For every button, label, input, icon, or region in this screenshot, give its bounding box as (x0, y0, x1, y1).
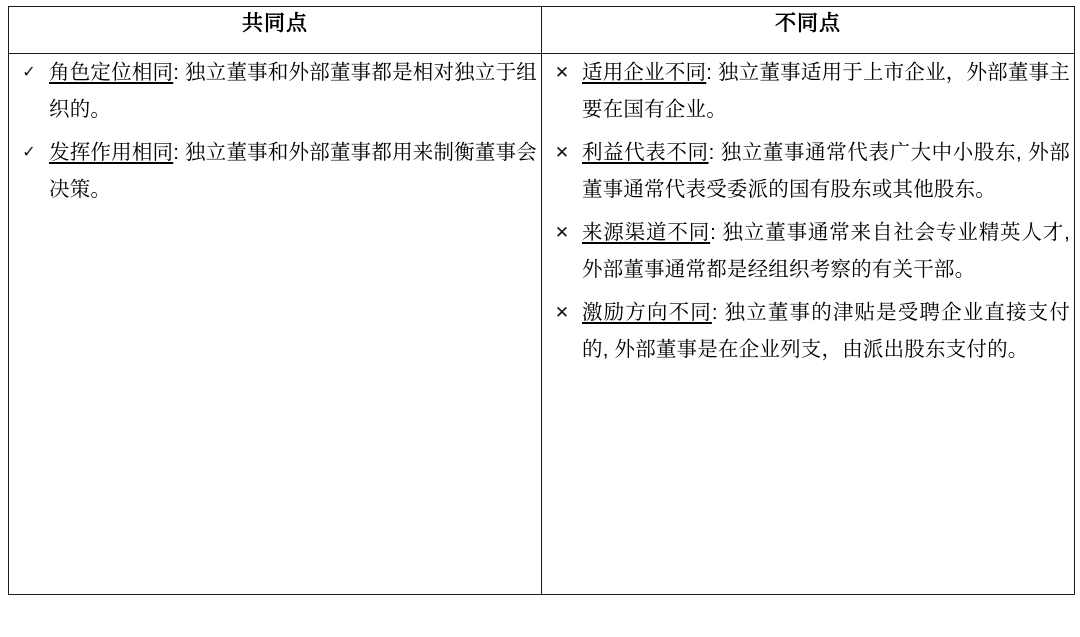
list-item-lead: 激励方向不同 (582, 301, 712, 324)
list-item-lead: 来源渠道不同 (582, 221, 711, 244)
list-item-text (582, 54, 1074, 128)
cell-common-points (9, 54, 542, 595)
comparison-table (8, 6, 1075, 595)
list-item-text (49, 134, 541, 208)
header-row (9, 7, 1075, 54)
cross-icon: ✕ (554, 63, 570, 82)
table-body (9, 54, 1075, 595)
list-item-body: : 独立董事和外部董事都用来制衡董事会决策。 (49, 141, 537, 201)
cross-icon: ✕ (554, 303, 570, 322)
column-header-different: 不同点 (542, 7, 1075, 54)
list-item-body: : 独立董事和外部董事都是相对独立于组织的。 (49, 61, 537, 121)
list-item-lead: 角色定位相同 (49, 61, 174, 84)
list-item-body: : 独立董事通常来自社会专业精英人才, 外部董事通常都是经组织考察的有关干部。 (582, 221, 1070, 281)
table-row (9, 54, 1075, 595)
cross-icon: ✕ (554, 143, 570, 162)
list-item-text (49, 54, 541, 128)
list-item-text (582, 134, 1074, 208)
list-item-body: : 独立董事通常代表广大中小股东, 外部董事通常代表受委派的国有股东或其他股东。 (582, 141, 1071, 201)
list-item-body: : 独立董事的津贴是受聘企业直接支付的, 外部董事是在企业列支，由派出股东支付的。 (582, 301, 1070, 361)
list-item (9, 134, 541, 208)
list-item-body: : 独立董事适用于上市企业，外部董事主要在国有企业。 (582, 61, 1070, 121)
list-item-lead: 发挥作用相同 (49, 141, 174, 164)
list-item (542, 54, 1074, 128)
common-points-list (9, 54, 541, 208)
list-item-text (582, 294, 1074, 368)
cross-icon: ✕ (554, 223, 570, 242)
list-item (542, 214, 1074, 288)
list-item-lead: 适用企业不同 (582, 61, 707, 84)
check-icon: ✓ (22, 144, 36, 161)
different-points-list (542, 54, 1074, 368)
list-item (9, 54, 541, 128)
list-item-text (582, 214, 1074, 288)
list-item-lead: 利益代表不同 (582, 141, 709, 164)
table-header (9, 7, 1075, 54)
list-item (542, 294, 1074, 368)
cell-different-points (542, 54, 1075, 595)
column-header-common: 共同点 (9, 7, 542, 54)
check-icon: ✓ (22, 64, 36, 81)
list-item (542, 134, 1074, 208)
